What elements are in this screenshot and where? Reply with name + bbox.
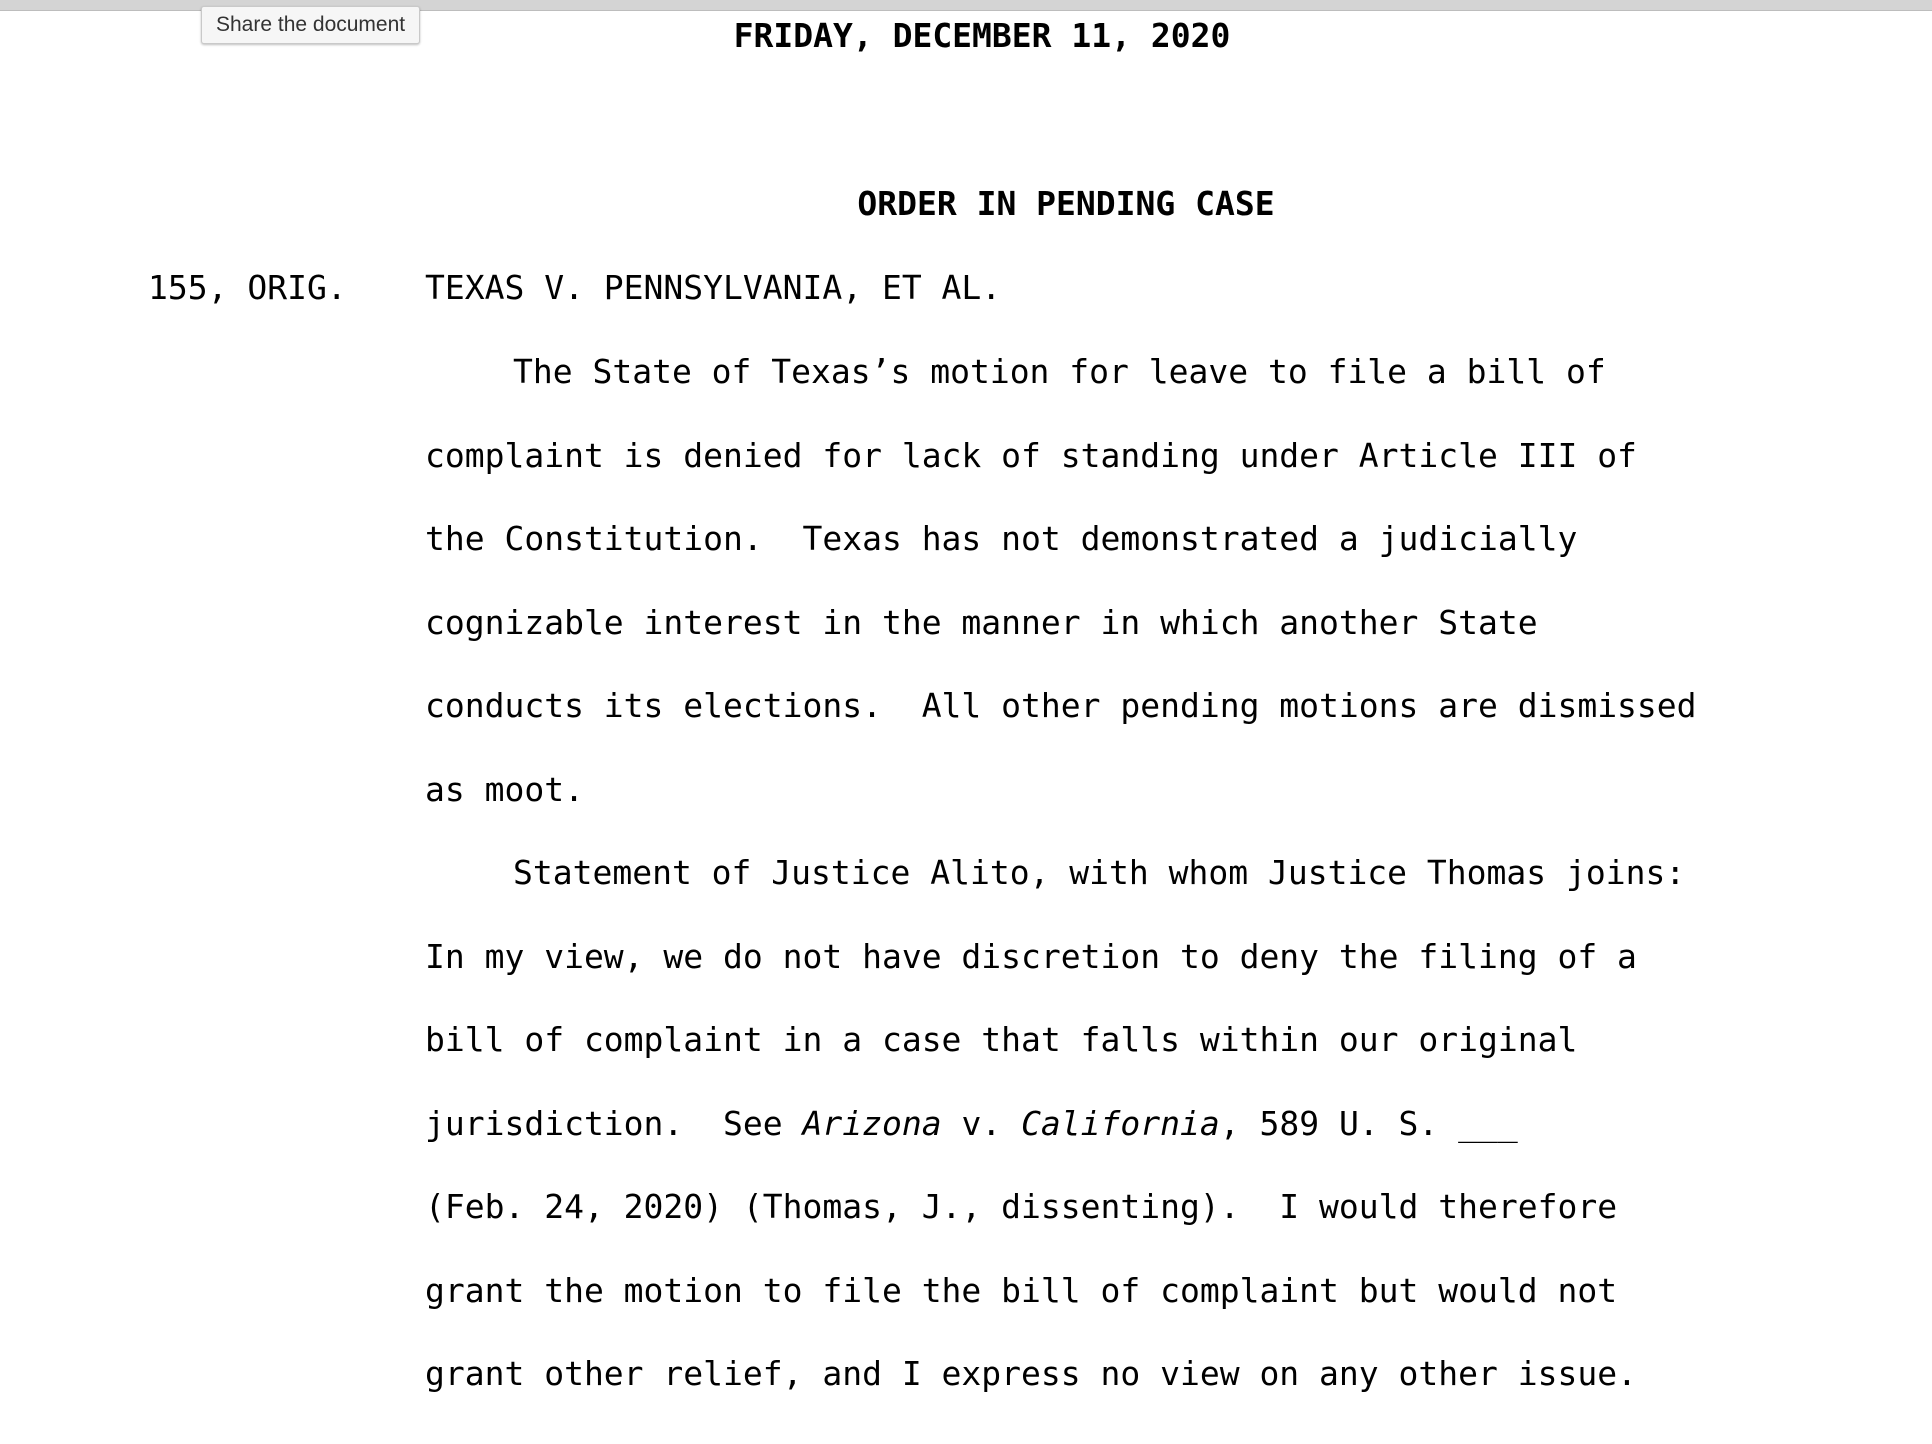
citation-suffix: , 589 U. S. ___ bbox=[1219, 1104, 1518, 1143]
section-title: ORDER IN PENDING CASE bbox=[857, 184, 1275, 223]
citation-versus: v. bbox=[941, 1104, 1022, 1143]
order-text-line: complaint is denied for lack of standing under Article III of bbox=[425, 436, 1637, 475]
statement-citation-line bbox=[425, 1104, 1518, 1144]
statement-text-line: grant the motion to file the bill of complaint but would not bbox=[425, 1271, 1618, 1310]
order-text-line: The State of Texas’s motion for leave to file a bill of bbox=[513, 352, 1606, 391]
statement-text-line: In my view, we do not have discretion to deny the filing of a bbox=[425, 937, 1637, 976]
statement-text-line: (Feb. 24, 2020) (Thomas, J., dissenting). I would therefore bbox=[425, 1187, 1618, 1226]
share-document-tooltip: Share the document bbox=[201, 6, 420, 44]
statement-text-line: Statement of Justice Alito, with whom Justice Thomas joins: bbox=[513, 853, 1686, 892]
order-text-line: the Constitution. Texas has not demonstrated a judicially bbox=[425, 519, 1578, 558]
document-date: FRIDAY, DECEMBER 11, 2020 bbox=[733, 16, 1231, 55]
case-name-arizona: Arizona bbox=[802, 1104, 942, 1143]
case-name-california: California bbox=[1021, 1104, 1220, 1143]
citation-prefix: jurisdiction. See bbox=[425, 1104, 803, 1143]
case-title: TEXAS V. PENNSYLVANIA, ET AL. bbox=[425, 268, 1002, 307]
statement-text-line: grant other relief, and I express no view on any other issue. bbox=[425, 1354, 1637, 1393]
statement-text-line: bill of complaint in a case that falls within our original bbox=[425, 1020, 1578, 1059]
order-text-line: as moot. bbox=[425, 770, 584, 809]
case-number: 155, ORIG. bbox=[148, 268, 347, 307]
order-text-line: conducts its elections. All other pending motions are dismissed bbox=[425, 686, 1697, 725]
order-text-line: cognizable interest in the manner in which another State bbox=[425, 603, 1538, 642]
